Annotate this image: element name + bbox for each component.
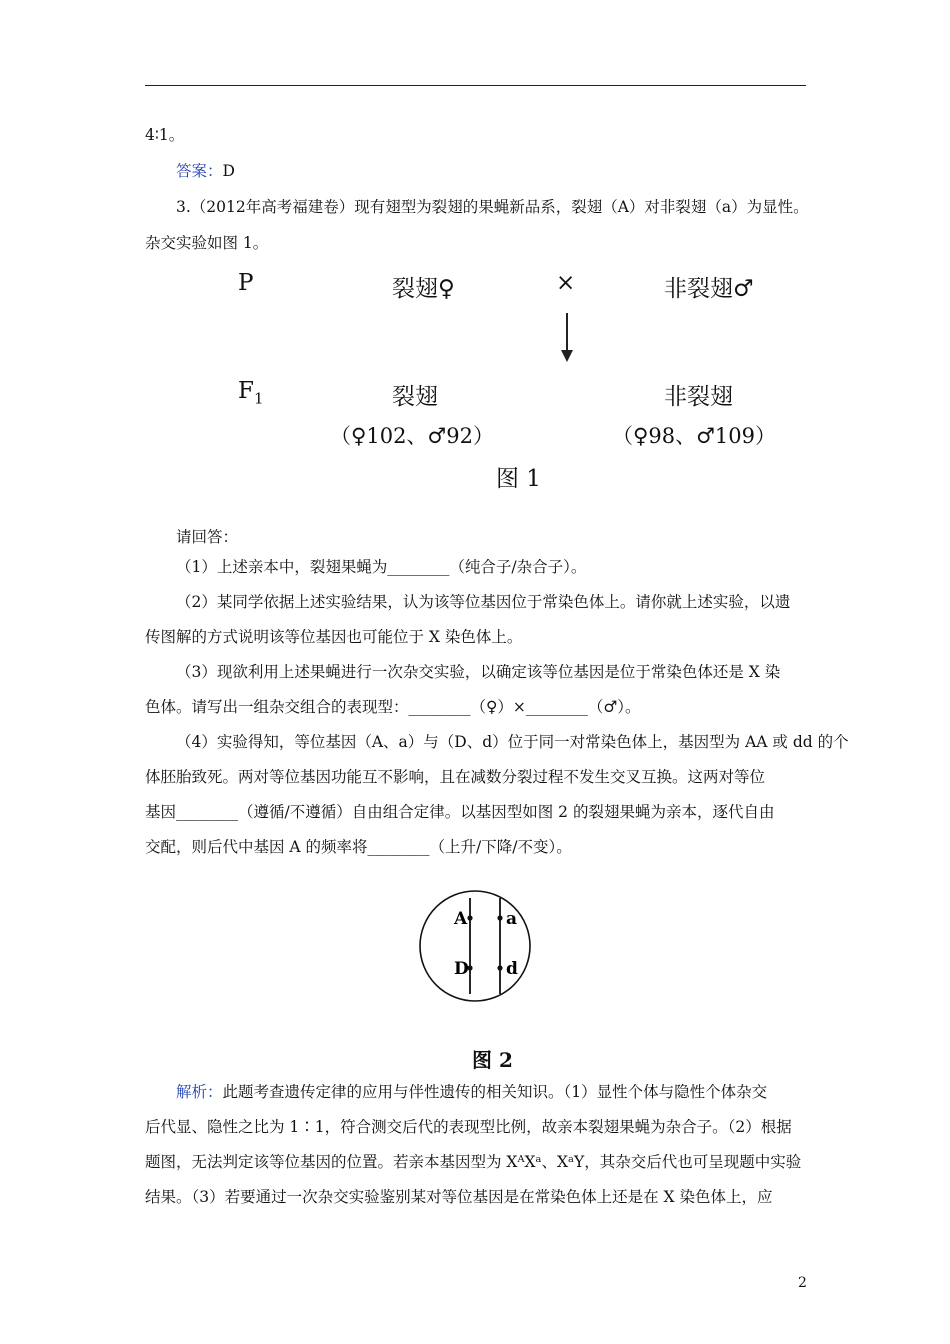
locus-dot: [467, 915, 472, 920]
analysis-line-d: 结果。（3）若要通过一次杂交实验鉴别某对等位基因是在常染色体上还是在 X 染色体上，应: [145, 1188, 773, 1206]
offspring-1: 裂翅: [392, 384, 438, 410]
allele-label-D: D: [454, 959, 469, 979]
offspring-1-count: （♀102、♂92）: [330, 424, 494, 448]
analysis-label: 解析：: [176, 1083, 223, 1101]
question-3-line: 3.（2012年高考福建卷）现有翅型为裂翅的果蝇新品系，裂翅（A）对非裂翅（a）为显性。: [176, 198, 809, 216]
text-line-4: 杂交实验如图 1。: [145, 234, 269, 252]
question-3a-line-b: 色体。请写出一组杂交组合的表现型：________（♀）×________（♂）。: [145, 698, 641, 716]
locus-dot: [497, 965, 502, 970]
answer-line: [176, 161, 235, 181]
parent-female: 裂翅♀: [392, 276, 455, 302]
answer-label: 答案：: [176, 162, 223, 180]
figure-2-chromosome-diagram: [418, 862, 532, 1030]
question-3a-line-a: （3）现欲利用上述果蝇进行一次杂交实验，以确定该等位基因是位于常染色体还是 X 染: [176, 663, 781, 681]
allele-label-A: A: [454, 909, 468, 929]
prompt-line: 请回答：: [176, 528, 239, 546]
arrow-down-icon: [561, 350, 573, 362]
analysis-text: 此题考查遗传定律的应用与伴性遗传的相关知识。（1）显性个体与隐性个体杂交: [222, 1083, 768, 1101]
offspring-2-count: （♀98、♂109）: [612, 424, 776, 448]
header-rule: [145, 85, 806, 86]
question-2-line-a: （2）某同学依据上述实验结果，认为该等位基因位于常染色体上。请你就上述实验，以遗: [176, 593, 791, 611]
figure-2-caption: 图 2: [472, 1048, 513, 1072]
arrow-line: [566, 313, 568, 355]
analysis-line-a: [176, 1082, 767, 1102]
figure-1-cross-diagram: [0, 0, 950, 500]
text-line-1: 4∶1。: [145, 126, 185, 144]
cell-circle: [420, 891, 530, 1001]
f1-label: $F_1$: [238, 378, 264, 408]
question-4-line-a: （4）实验得知，等位基因（A、a）与（D、d）位于同一对常染色体上，基因型为 AA 或 dd 的个: [176, 733, 849, 751]
offspring-2: 非裂翅: [664, 384, 733, 410]
allele-label-d: d: [506, 959, 518, 979]
page-number: 2: [798, 1275, 807, 1291]
allele-label-a: a: [506, 909, 518, 929]
answer-value: D: [222, 162, 235, 180]
cross-symbol: ×: [556, 270, 576, 296]
p-label: P: [238, 270, 254, 296]
question-2-line-b: 传图解的方式说明该等位基因也可能位于 X 染色体上。: [145, 628, 523, 646]
question-1: （1）上述亲本中，裂翅果蝇为________（纯合子/杂合子）。: [176, 558, 587, 576]
question-4-line-c: 基因________（遵循/不遵循）自由组合定律。以基因型如图 2 的裂翅果蝇为亲本，逐代自由: [145, 803, 775, 821]
locus-dot: [497, 915, 502, 920]
analysis-line-c: 题图，无法判定该等位基因的位置。若亲本基因型为 XᴬXᵃ、XᵃY，其杂交后代也可呈现题中实验: [145, 1153, 802, 1171]
question-4-line-d: 交配，则后代中基因 A 的频率将________（上升/下降/不变）。: [145, 838, 572, 856]
question-4-line-b: 体胚胎致死。两对等位基因功能互不影响，且在减数分裂过程不发生交叉互换。这两对等位: [145, 768, 766, 786]
parent-male: 非裂翅♂: [664, 276, 754, 302]
analysis-line-b: 后代显、隐性之比为 1∶1，符合测交后代的表现型比例，故亲本裂翅果蝇为杂合子。（2）根据: [145, 1118, 792, 1136]
figure-1-caption: 图 1: [496, 466, 541, 492]
